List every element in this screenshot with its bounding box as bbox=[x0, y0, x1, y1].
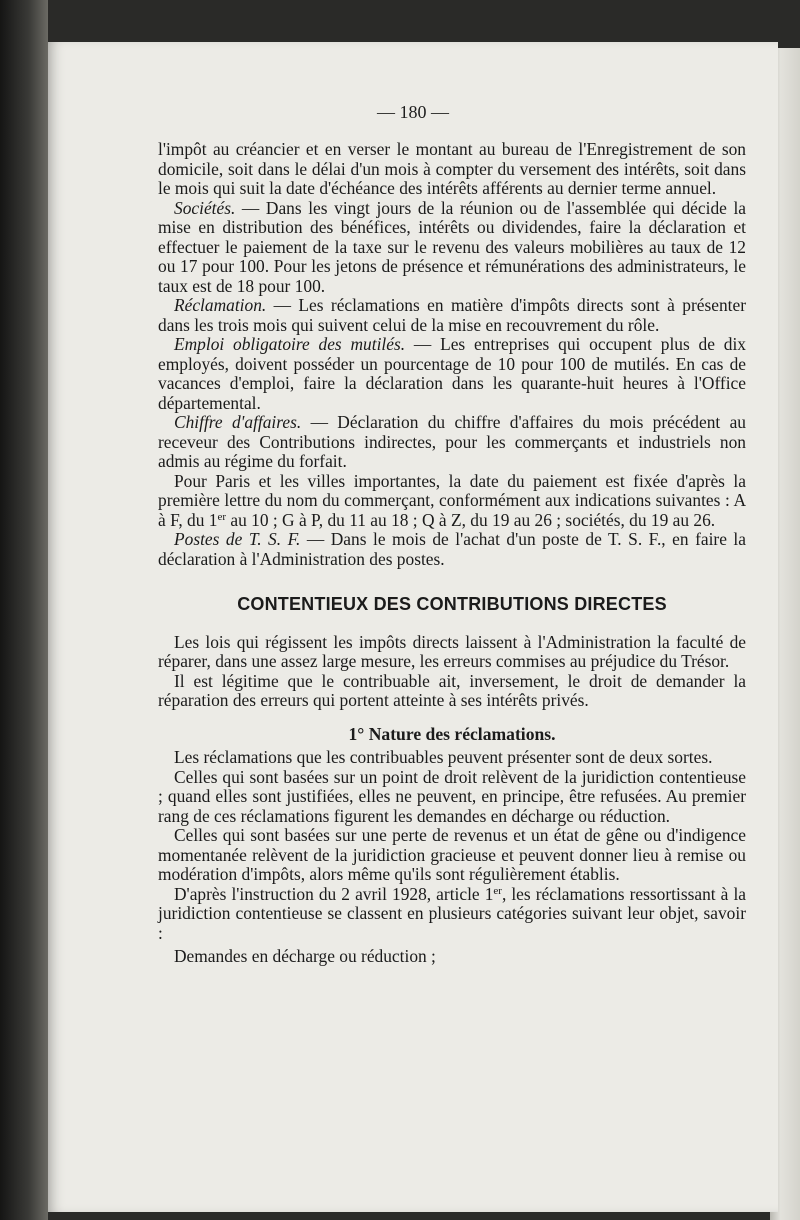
paragraph-text: l'impôt au créancier et en verser le montant au bureau de l'Enregistrement de son domicile, soit dans le délai d'un mois à compter du versement des intérêts, soit dans le mois qui suit la date d'échéance des intérêts afférents au dernier terme annuel. bbox=[158, 139, 746, 198]
paragraph-text: Pour Paris et les villes importantes, la date du paiement est fixée d'après la première lettre du nom du commerçant, conformément aux indications suivantes : A à F, du 1 bbox=[158, 470, 746, 530]
section-heading: CONTENTIEUX DES CONTRIBUTIONS DIRECTES bbox=[237, 594, 667, 614]
paragraph-text: au 10 ; G à P, du 11 au 18 ; Q à Z, du 19 au 26 ; sociétés, du 19 au 26. bbox=[226, 509, 716, 530]
paragraph-deux-sortes: Les réclamations que les contribuables peuvent présenter sont de deux sortes. bbox=[174, 747, 713, 767]
paragraph-lead: Réclamation. bbox=[174, 295, 267, 315]
paragraph-emploi-mutiles bbox=[158, 335, 746, 413]
paragraph-legitime: Il est légitime que le contribuable ait, inversement, le droit de demander la réparation des erreurs qui portent atteinte à ses intérêts privés. bbox=[158, 670, 746, 710]
superscript: er bbox=[493, 884, 502, 897]
paragraph-lois: Les lois qui régissent les impôts directs laissent à l'Administration la faculté de réparer, dans une assez large mesure, les erreurs commises au préjudice du Trésor. bbox=[158, 631, 746, 671]
paragraph-gracieuse: Celles qui sont basées sur une perte de revenus et un état de gêne ou d'indigence momentanée relèvent de la juridiction gracieuse et peuvent donner lieu à remise ou modération d'impôts, alors même qu'ils sont régulièrement établis. bbox=[158, 825, 746, 884]
paragraph-instruction bbox=[158, 885, 746, 944]
scan-edge-left bbox=[0, 0, 48, 1220]
paragraph-text: — Déclaration du chiffre d'affaires du mois précédent au receveur des Contributions indirectes, pour les commerçants et industriels non admis au régime du forfait. bbox=[158, 412, 746, 471]
body-text bbox=[158, 140, 746, 967]
paragraph-lead: Sociétés. bbox=[174, 197, 236, 218]
paragraph-text: , les réclamations ressortissant à la juridiction contentieuse se classent en plusieurs catégories suivant leur objet, savoir : bbox=[158, 883, 747, 943]
paragraph-contentieuse: Celles qui sont basées sur un point de droit relèvent de la juridiction contentieuse ; quand elles sont justifiées, elles ne peuvent, en principe, être refusées. Au premier rang de ces réclamations figurent les demandes en décharge ou réduction. bbox=[158, 766, 746, 826]
subsection-heading: 1° Nature des réclamations. bbox=[348, 723, 556, 744]
paragraph-chiffre-affaires bbox=[158, 413, 746, 472]
paragraph-postes-tsf bbox=[158, 530, 746, 569]
paragraph-text: — Les entreprises qui occupent plus de dix employés, doivent posséder un pourcentage de 10 pour 100 de mutilés. En cas de vacances d'emploi, faire la déclaration dans les quarante-huit heures à l'Office départemental. bbox=[158, 334, 746, 413]
paragraph-reclamation bbox=[158, 296, 746, 335]
superscript: er bbox=[217, 510, 227, 523]
document-page bbox=[48, 42, 778, 1212]
paragraph-lead: Emploi obligatoire des mutilés. bbox=[174, 334, 406, 354]
paragraph-lead: Chiffre d'affaires. bbox=[174, 412, 302, 432]
paragraph-text: — Dans le mois de l'achat d'un poste de T. S. F., en faire la déclaration à l'Administration des postes. bbox=[158, 529, 746, 569]
paragraph-societes bbox=[158, 199, 746, 297]
paragraph-text: — Les réclamations en matière d'impôts directs sont à présenter dans les trois mois qui suivent celui de la mise en recouvrement du rôle. bbox=[158, 295, 746, 335]
paragraph-continuation bbox=[158, 140, 746, 199]
paragraph-text: D'après l'instruction du 2 avril 1928, article 1 bbox=[174, 883, 494, 904]
paragraph-demandes: Demandes en décharge ou réduction ; bbox=[174, 946, 436, 966]
paragraph-lead: Postes de T. S. F. bbox=[174, 529, 301, 549]
paragraph-paris bbox=[158, 472, 746, 531]
paragraph-text: — Dans les vingt jours de la réunion ou de l'assemblée qui décide la mise en distribution des bénéfices, intérêts ou dividendes, faire la déclaration et effectuer le paiement de la taxe sur le revenu des valeurs mobilières au taux de 12 ou 17 pour 100. Pour les jetons de présence et rémunérations des administrateurs, le taux est de 18 pour 100. bbox=[158, 197, 746, 296]
page-number: — 180 — bbox=[377, 102, 449, 122]
